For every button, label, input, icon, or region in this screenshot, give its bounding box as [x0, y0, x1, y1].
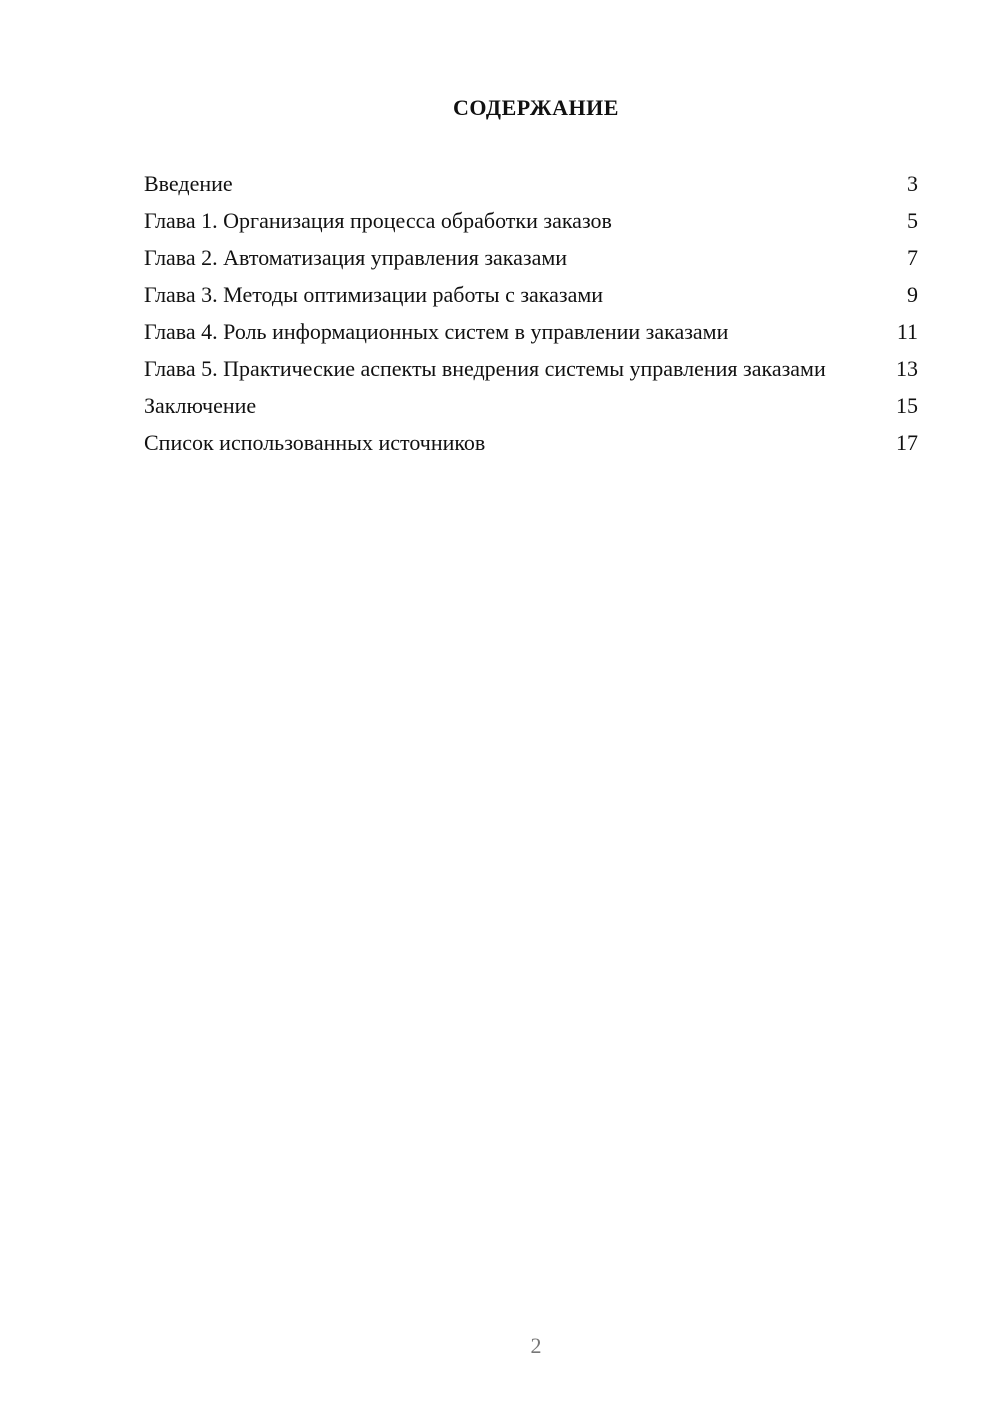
- page-number: 2: [530, 1333, 542, 1358]
- toc-entry-text: Глава 5. Практические аспекты внедрения системы управления заказами: [144, 356, 826, 381]
- toc-entry-page: 15: [896, 393, 918, 418]
- toc-entry-introduction: [144, 170, 918, 198]
- toc-entry-chapter-4: [144, 318, 918, 346]
- toc-entry-conclusion: [144, 392, 918, 420]
- toc-entry-page: 13: [896, 356, 918, 381]
- toc-entry-page: 3: [907, 171, 918, 196]
- toc-entry-chapter-3: [144, 281, 918, 309]
- toc-entry-page: 9: [907, 282, 918, 307]
- toc-entry-references: [144, 429, 918, 457]
- toc-entry-text: Глава 4. Роль информационных систем в управлении заказами: [144, 319, 729, 344]
- toc-entry-chapter-2: [144, 244, 918, 272]
- toc-entry-text: Введение: [144, 171, 233, 196]
- toc-entry-text: Заключение: [144, 393, 257, 418]
- toc-entry-chapter-1: [144, 207, 918, 235]
- toc-entry-page: 11: [896, 319, 918, 344]
- page-title: СОДЕРЖАНИЕ: [453, 95, 619, 120]
- table-of-contents: [144, 170, 918, 466]
- toc-entry-page: 7: [907, 245, 918, 270]
- toc-entry-chapter-5: [144, 355, 918, 383]
- toc-entry-text: Список использованных источников: [144, 430, 486, 455]
- toc-entry-text: Глава 3. Методы оптимизации работы с заказами: [144, 282, 604, 307]
- toc-entry-page: 17: [896, 430, 918, 455]
- toc-entry-text: Глава 1. Организация процесса обработки заказов: [144, 208, 612, 233]
- toc-entry-text: Глава 2. Автоматизация управления заказами: [144, 245, 568, 270]
- toc-entry-page: 5: [907, 208, 918, 233]
